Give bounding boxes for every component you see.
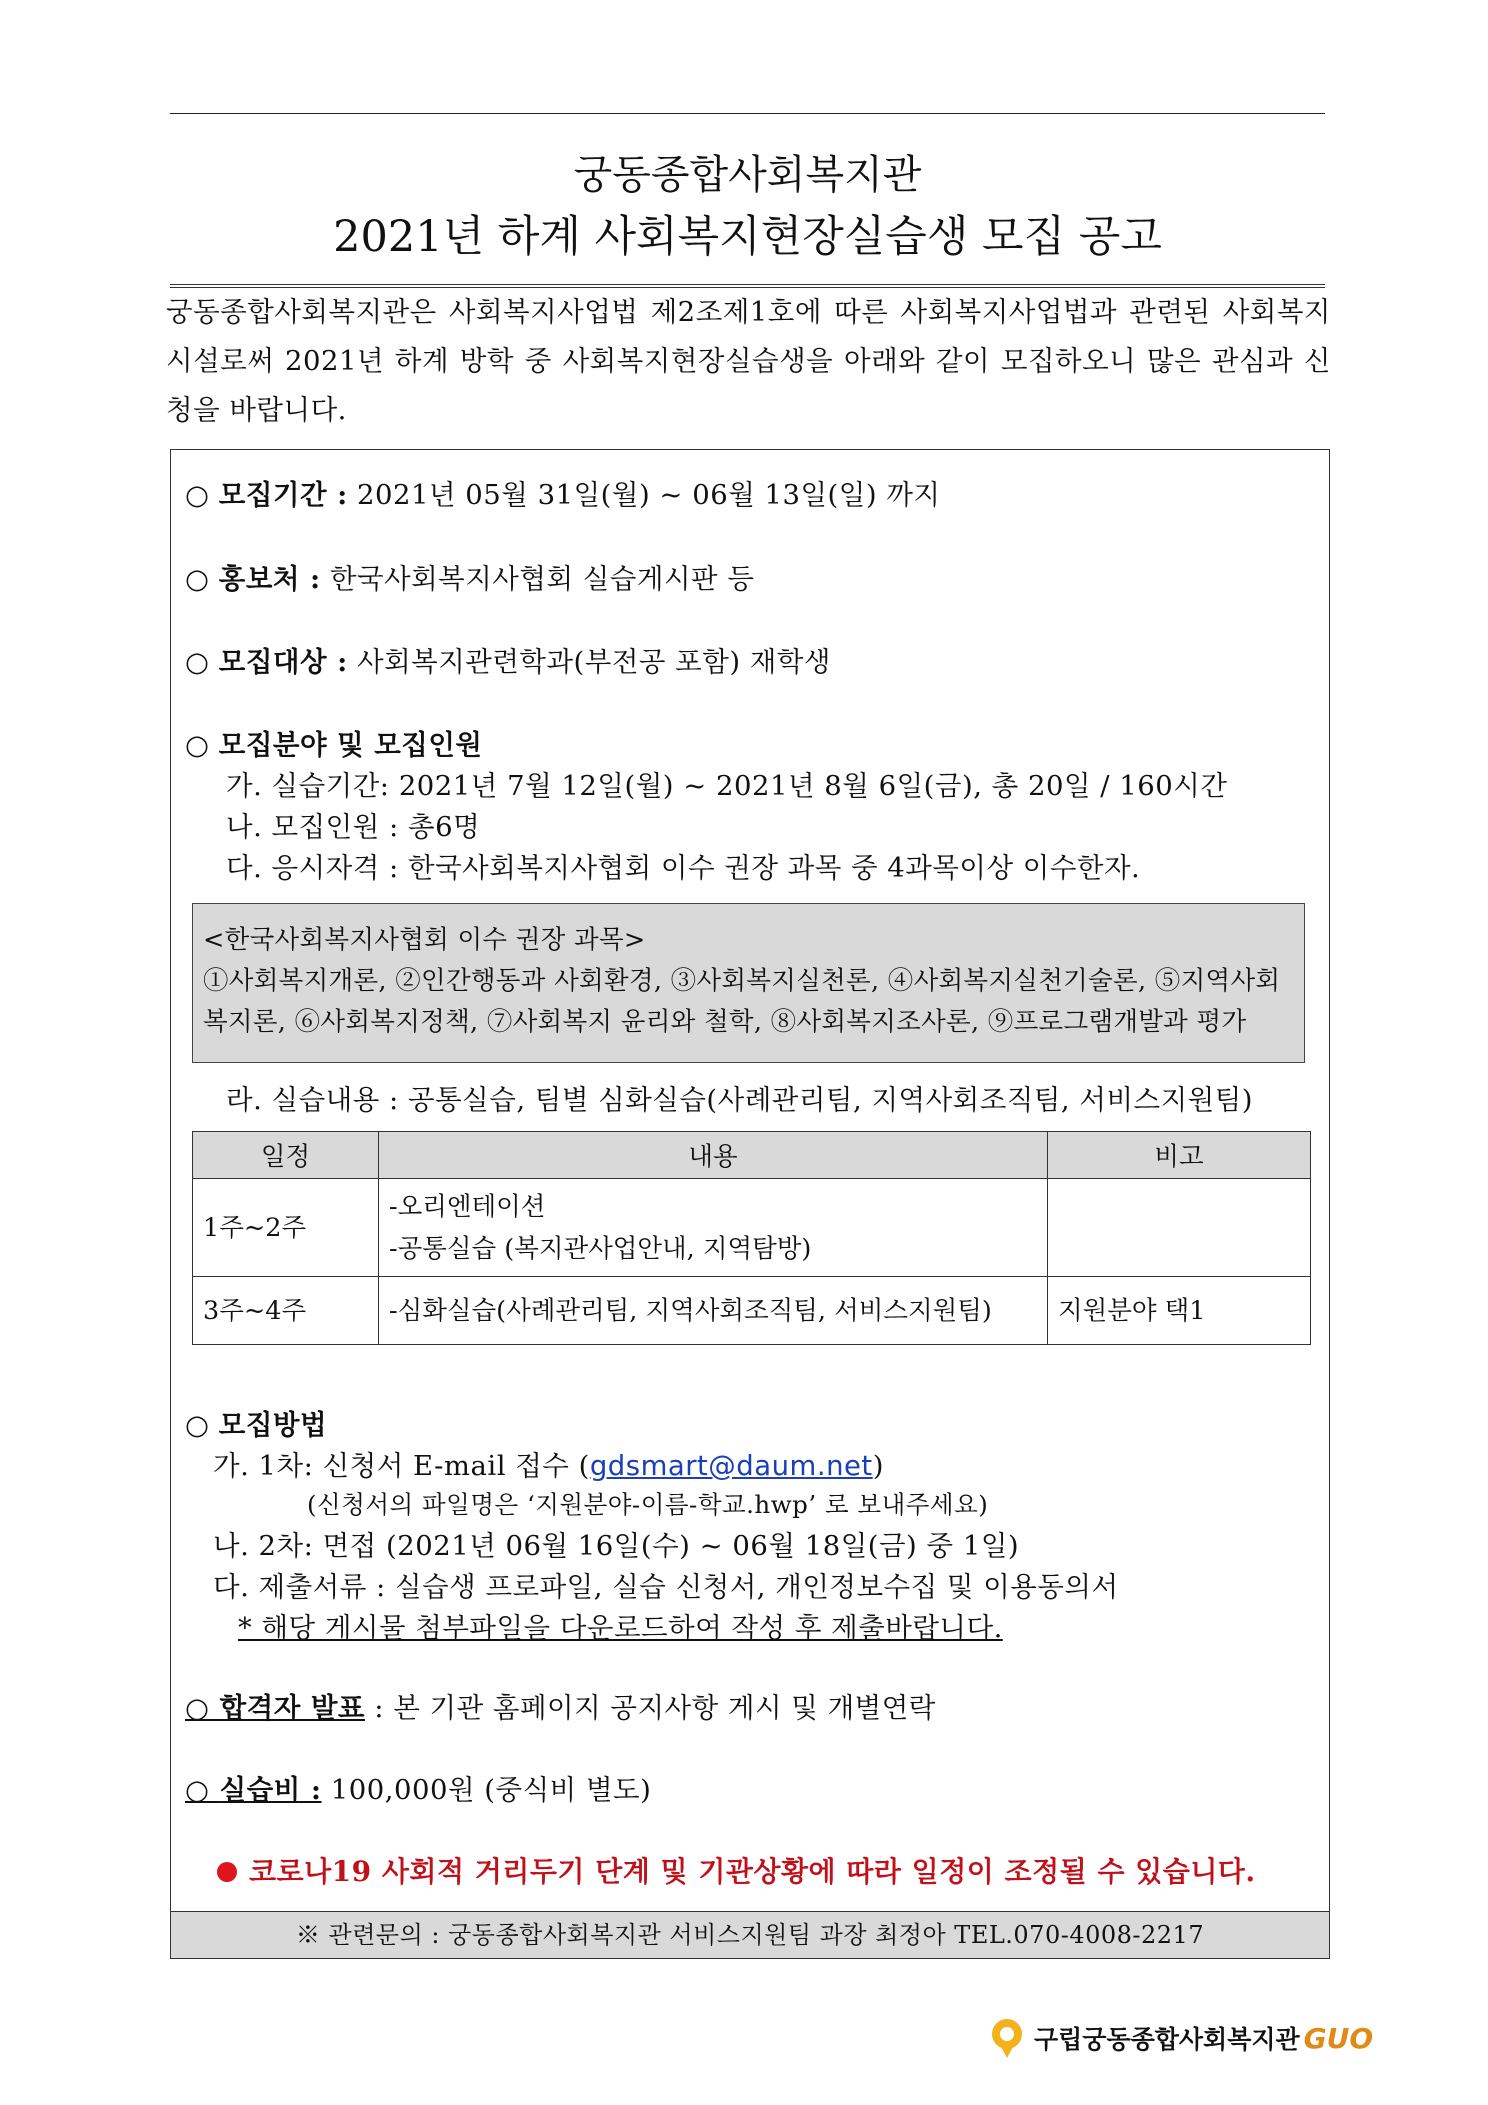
period-value: 2021년 05월 31일(월) ~ 06월 13일(일) 까지 (357, 479, 941, 511)
circle-marker: ○ (185, 479, 210, 511)
red-dot-icon (217, 1862, 237, 1882)
fee-label: 실습비 : (219, 1774, 322, 1806)
circle-marker: ○ (185, 1774, 210, 1806)
step1-prefix: 가. 1차: 신청서 E-mail 접수 ( (213, 1450, 590, 1482)
courses-line-1: ①사회복지개론, ②인간행동과 사회환경, ③사회복지실천론, ④사회복지실천기술론, ⑤지역사회 (203, 966, 1281, 996)
header-note: 비고 (1048, 1132, 1311, 1179)
circle-marker: ○ (185, 729, 210, 761)
row-note (1048, 1179, 1311, 1277)
row-content (379, 1179, 1048, 1277)
method-step-2: 나. 2차: 면접 (2021년 06월 16일(수) ~ 06월 18일(금) 중 1일) (213, 1530, 1020, 1562)
row-content: -심화실습(사례관리팀, 지역사회조직팀, 서비스지원팀) (379, 1277, 1048, 1345)
circle-marker: ○ (185, 646, 210, 678)
section-promo (185, 556, 754, 596)
section-target (185, 639, 831, 679)
method-step-1 (213, 1443, 884, 1483)
logo-brand: GUO (1303, 2021, 1374, 2055)
target-label: 모집대상 : (218, 646, 348, 678)
row-period: 1주~2주 (193, 1179, 379, 1277)
contact-bar: ※ 관련문의 : 궁동종합사회복지관 서비스지원팀 과장 최정아 TEL.070-4008-2217 (171, 1911, 1329, 1958)
top-rule (170, 113, 1325, 114)
target-value: 사회복지관련학과(부전공 포함) 재학생 (357, 646, 831, 678)
method-documents-note: * 해당 게시물 첨부파일을 다운로드하여 작성 후 제출바랍니다. (238, 1612, 1003, 1644)
table-row (193, 1277, 1311, 1345)
row-note: 지원분야 택1 (1048, 1277, 1311, 1345)
circle-marker: ○ (185, 563, 210, 595)
section-method (185, 1402, 327, 1442)
result-label: 합격자 발표 (219, 1692, 365, 1724)
fee-label-group (185, 1774, 322, 1806)
org-title: 궁동종합사회복지관 (573, 152, 922, 198)
logo-text: 구립궁동종합사회복지관 (1034, 2025, 1300, 2054)
field-item-qualification: 다. 응시자격 : 한국사회복지사협회 이수 권장 과목 중 4과목이상 이수한자. (226, 852, 1141, 884)
result-label-group (185, 1692, 365, 1724)
section-fee (185, 1767, 651, 1807)
header-content: 내용 (379, 1132, 1048, 1179)
method-step-1-note: (신청서의 파일명은 ‘지원분야-이름-학교.hwp’ 로 보내주세요) (307, 1490, 989, 1519)
table-header-row (193, 1132, 1311, 1179)
row-content-line: -오리엔테이션 (389, 1191, 546, 1222)
courses-line-2: 복지론, ⑥사회복지정책, ⑦사회복지 윤리와 철학, ⑧사회복지조사론, ⑨프로그램개발과 평가 (203, 1007, 1247, 1037)
promo-value: 한국사회복지사협회 실습게시판 등 (329, 563, 755, 595)
intro-paragraph: 궁동종합사회복지관은 사회복지사업법 제2조제1호에 따른 사회복지사업법과 관련된 사회복지시설로써 2021년 하계 방학 중 사회복지현장실습생을 아래와 같이 모집하오니 많은 관심과 신청을 바랍니다. (166, 296, 1331, 426)
circle-marker: ○ (185, 1692, 210, 1724)
step1-suffix: ) (872, 1450, 884, 1482)
result-value: : 본 기관 홈페이지 공지사항 게시 및 개별연락 (374, 1692, 936, 1724)
field-item-count: 나. 모집인원 : 총6명 (226, 811, 481, 843)
row-period: 3주~4주 (193, 1277, 379, 1345)
org-logo (988, 2017, 1373, 2059)
method-label: 모집방법 (218, 1409, 328, 1441)
schedule-table (192, 1131, 1311, 1345)
covid-notice-text: 코로나19 사회적 거리두기 단계 및 기관상황에 따라 일정이 조정될 수 있습니다. (249, 1855, 1256, 1888)
row-content-line: -공통실습 (복지관사업안내, 지역탐방) (389, 1233, 812, 1264)
field-label: 모집분야 및 모집인원 (218, 729, 483, 761)
field-item-content: 라. 실습내용 : 공통실습, 팀별 심화실습(사례관리팀, 지역사회조직팀, 서비스지원팀) (226, 1084, 1254, 1116)
field-item-period: 가. 실습기간: 2021년 7월 12일(월) ~ 2021년 8월 6일(금), 총 20일 / 160시간 (226, 770, 1228, 802)
header-period: 일정 (193, 1132, 379, 1179)
announcement-box (170, 449, 1330, 1959)
logo-mark-icon (988, 2017, 1026, 2059)
email-link[interactable]: gdsmart@daum.net (589, 1450, 873, 1482)
recommended-courses-box (192, 903, 1305, 1063)
section-period (185, 472, 940, 512)
courses-title: <한국사회복지사협회 이수 권장 과목> (203, 925, 646, 955)
promo-label: 홍보처 : (218, 563, 321, 595)
covid-notice (217, 1850, 1256, 1890)
fee-value: 100,000원 (중식비 별도) (330, 1774, 652, 1806)
section-field (185, 722, 482, 762)
circle-marker: ○ (185, 1409, 210, 1441)
table-row (193, 1179, 1311, 1277)
period-label: 모집기간 : (218, 479, 348, 511)
method-documents: 다. 제출서류 : 실습생 프로파일, 실습 신청서, 개인정보수집 및 이용동의서 (213, 1571, 1119, 1603)
page-title: 2021년 하계 사회복지현장실습생 모집 공고 (333, 212, 1162, 262)
section-result (185, 1685, 936, 1725)
